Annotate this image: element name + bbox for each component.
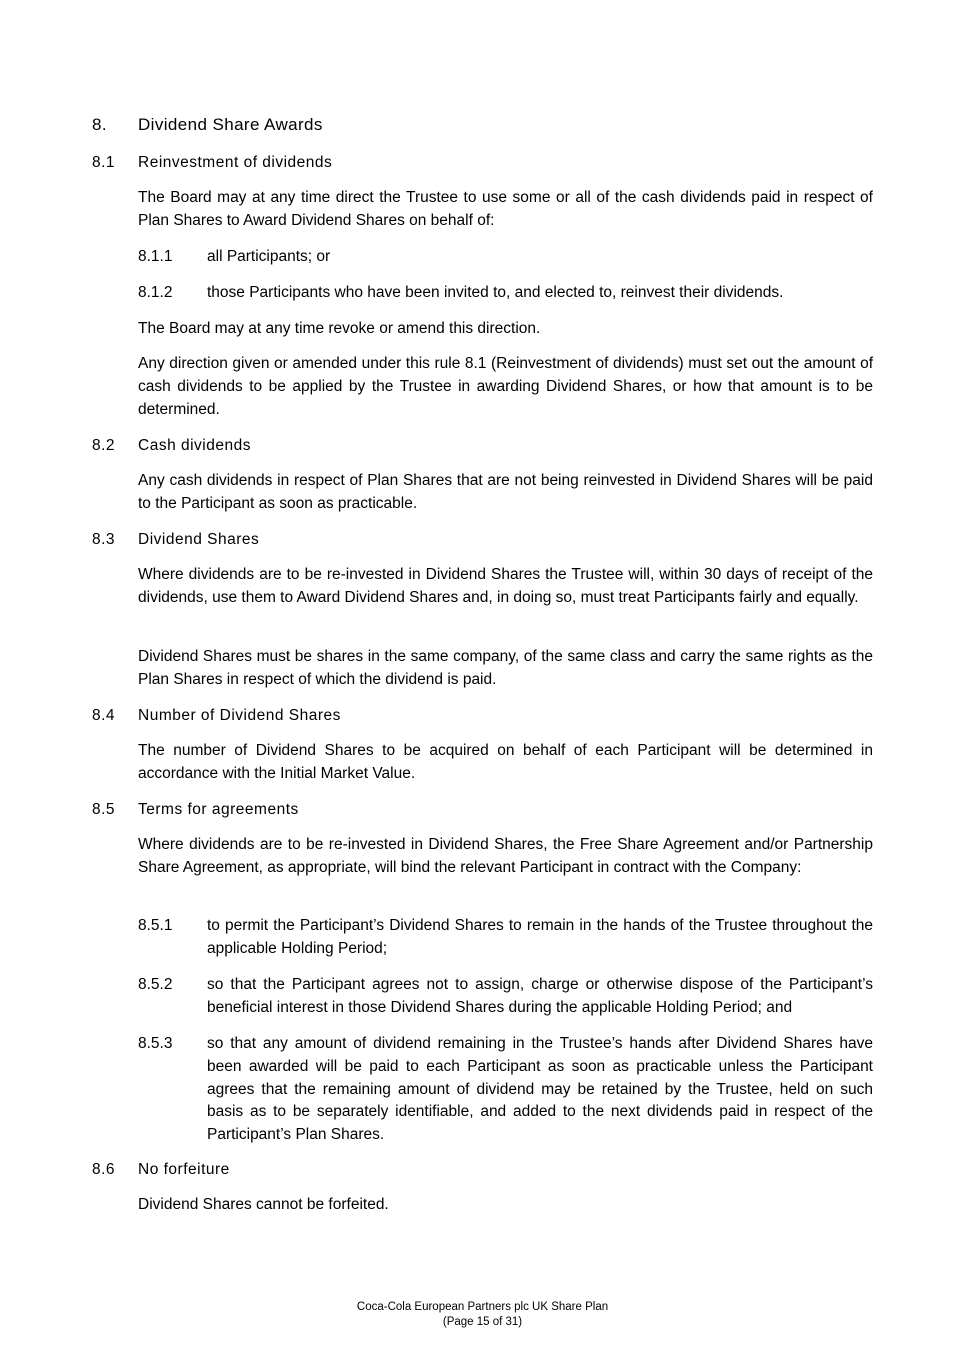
item-text: so that any amount of dividend remaining in the Trustee’s hands after Dividend Shares have been awarded will be paid to each Participant as soon as practicable unless the Participant agrees that the remaining amount of dividend may be retained by the Trustee, held on such basis as to be separately identifiable, and added to the next dividends paid in respect of the Participant’s Plan Shares. (207, 1035, 873, 1144)
subsection-number: 8.1 (92, 154, 116, 171)
subsection-number: 8.6 (92, 1161, 116, 1178)
page-number: (Page 15 of 31) (442, 1316, 523, 1328)
subsection-title: Cash dividends (138, 437, 251, 454)
paragraph: The Board may at any time revoke or amend this direction. (138, 320, 541, 337)
list-item (138, 282, 873, 305)
subsection-title: Terms for agreements (138, 801, 299, 818)
item-number: 8.1.2 (138, 284, 173, 301)
subsection-title: Number of Dividend Shares (138, 707, 341, 724)
footer-title: Coca-Cola European Partners plc UK Share Plan (356, 1301, 609, 1313)
subsection-title: No forfeiture (138, 1161, 230, 1178)
list-item (138, 1033, 873, 1147)
item-text: those Participants who have been invited to, and elected to, reinvest their dividends. (207, 284, 784, 301)
subsection-title: Reinvestment of dividends (138, 154, 333, 171)
subsection-number: 8.3 (92, 531, 116, 548)
paragraph: The number of Dividend Shares to be acquired on behalf of each Participant will be determined in accordance with the Initial Market Value. (138, 742, 873, 782)
item-number: 8.5.3 (138, 1035, 173, 1052)
paragraph: Any direction given or amended under this rule 8.1 (Reinvestment of dividends) must set out the amount of cash dividends to be applied by the Trustee in awarding Dividend Shares, or how that amount is to be determined. (138, 355, 873, 418)
subsection-number: 8.4 (92, 707, 116, 724)
paragraph: Dividend Shares must be shares in the same company, of the same class and carry the same rights as the Plan Shares in respect of which the dividend is paid. (138, 648, 873, 688)
list-item (138, 974, 873, 1020)
item-number: 8.1.1 (138, 248, 173, 265)
paragraph: Any cash dividends in respect of Plan Shares that are not being reinvested in Dividend Shares will be paid to the Participant as soon as practicable. (138, 472, 873, 512)
item-number: 8.5.1 (138, 917, 173, 934)
subsection-number: 8.2 (92, 437, 116, 454)
item-text: so that the Participant agrees not to assign, charge or otherwise dispose of the Participant’s beneficial interest in those Dividend Shares during the applicable Holding Period; and (207, 976, 873, 1016)
paragraph: The Board may at any time direct the Trustee to use some or all of the cash dividends paid in respect of Plan Shares to Award Dividend Shares on behalf of: (138, 189, 873, 229)
section-number: 8. (92, 115, 107, 134)
page-footer (0, 1300, 965, 1330)
list-item (138, 915, 873, 961)
paragraph: Dividend Shares cannot be forfeited. (138, 1196, 389, 1213)
subsection-number: 8.5 (92, 801, 116, 818)
item-text: to permit the Participant’s Dividend Shares to remain in the hands of the Trustee throughout the applicable Holding Period; (207, 917, 873, 957)
list-item (138, 246, 873, 269)
item-text: all Participants; or (207, 248, 331, 265)
subsection-title: Dividend Shares (138, 531, 260, 548)
paragraph: Where dividends are to be re-invested in Dividend Shares the Trustee will, within 30 days of receipt of the dividends, use them to Award Dividend Shares and, in doing so, must treat Participants fairly and equally. (138, 566, 873, 606)
item-number: 8.5.2 (138, 976, 173, 993)
section-title: Dividend Share Awards (138, 115, 323, 134)
paragraph: Where dividends are to be re-invested in Dividend Shares, the Free Share Agreement and/or Partnership Share Agreement, as appropriate, will bind the relevant Participant in contract with the Company: (138, 836, 873, 876)
